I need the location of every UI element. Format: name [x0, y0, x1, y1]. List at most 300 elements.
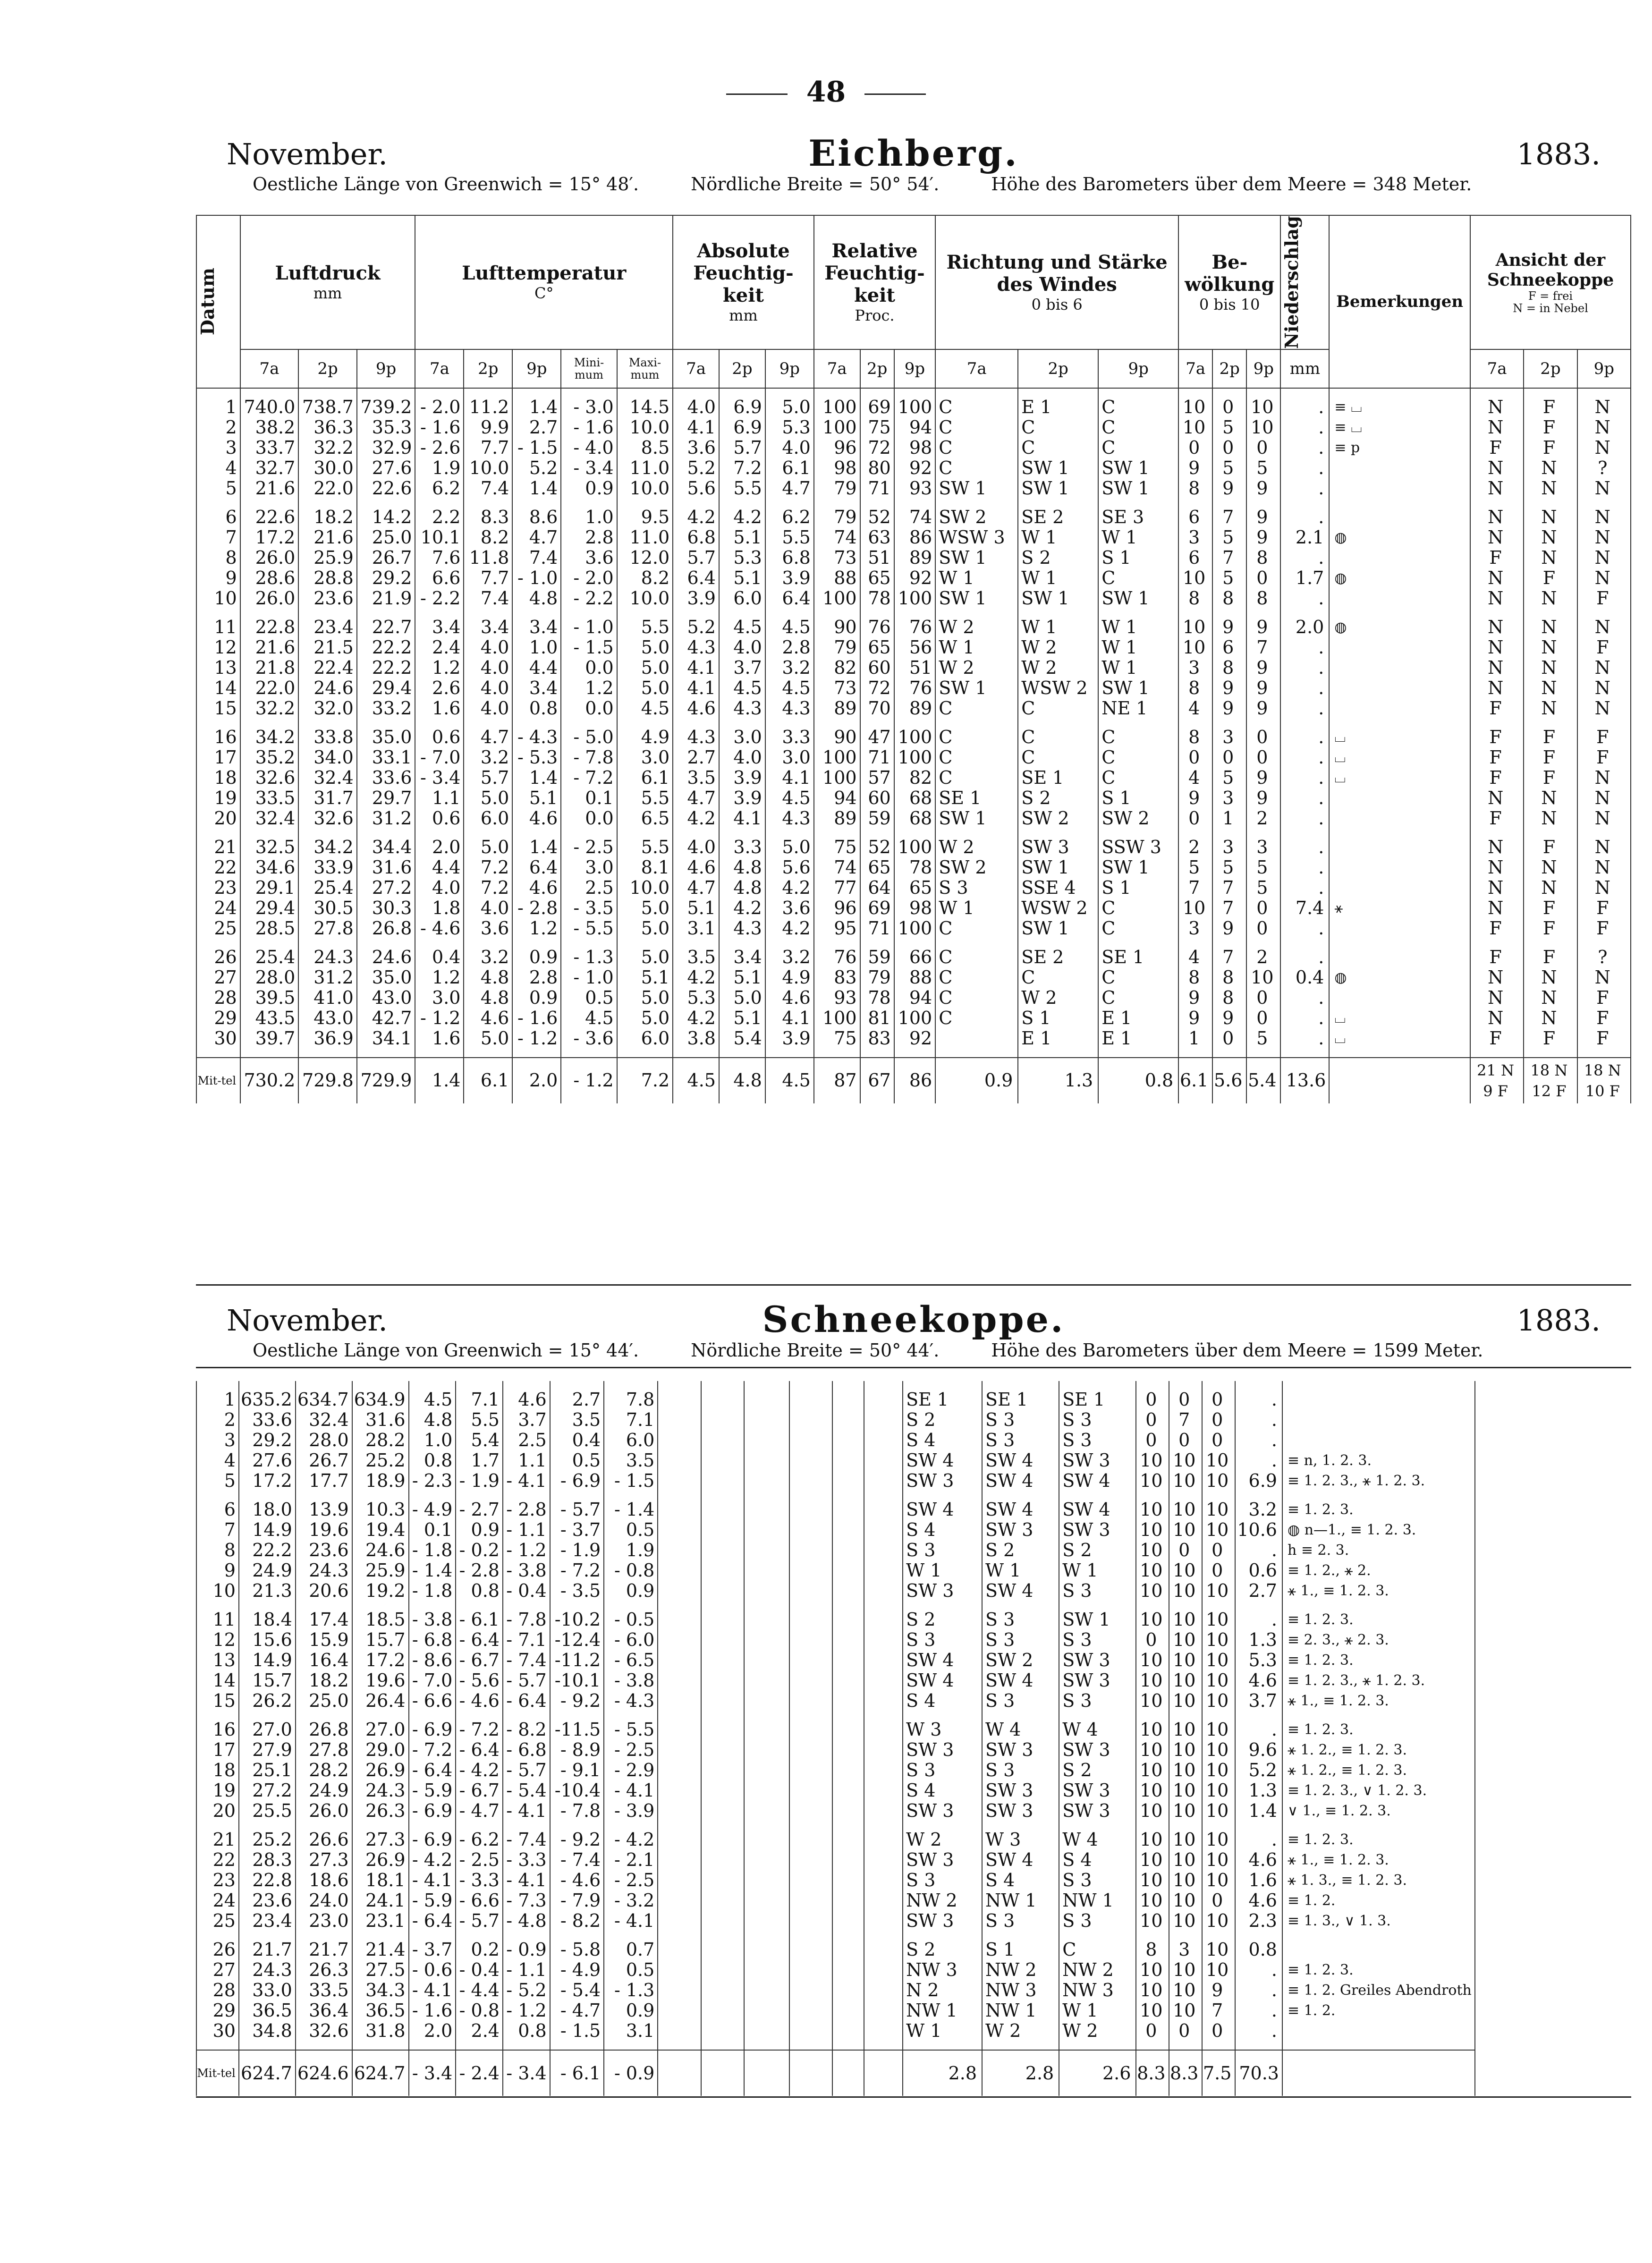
table-cell	[832, 1780, 864, 1801]
table-cell: F	[1577, 1028, 1631, 1049]
table-cell: N	[1470, 1008, 1524, 1028]
longitude: Oestliche Länge von Greenwich = 15° 44′.	[253, 1340, 639, 1361]
table-cell: 7	[1212, 878, 1246, 898]
table-cell: - 5.2	[503, 1980, 550, 2000]
table-cell: 10	[1202, 1780, 1235, 1801]
table-cell: SW 1	[935, 808, 1018, 829]
table-cell: 98	[814, 458, 860, 478]
table-cell: 10	[1136, 1691, 1169, 1711]
table-cell: - 1.6	[561, 417, 617, 438]
table-cell: 10	[1202, 1801, 1235, 1821]
table-cell: 76	[860, 617, 894, 637]
table-cell: - 1.8	[409, 1540, 456, 1560]
table-cell: 0	[1212, 1028, 1246, 1049]
table-cell: 5.1	[673, 898, 719, 918]
table-cell: N	[1470, 658, 1524, 678]
table-cell: 14	[196, 678, 240, 698]
table-cell	[864, 2021, 903, 2041]
table-cell: - 6.9	[409, 1801, 456, 1821]
table-cell	[701, 1390, 744, 1410]
table-cell: S 3	[903, 1870, 982, 1890]
table-cell: 4.6	[673, 698, 719, 719]
table-cell: ⚹ 1., ≡ 1. 2. 3.	[1282, 1691, 1475, 1711]
table-cell: 36.4	[296, 2000, 352, 2021]
table-cell: 14.9	[239, 1520, 296, 1540]
table-cell: 0.8	[409, 1450, 456, 1471]
table-cell: 5	[1212, 458, 1246, 478]
table-cell: .	[1235, 2000, 1282, 2021]
table-cell: 26.0	[240, 588, 299, 609]
table-cell: 79	[814, 507, 860, 527]
table-cell: C	[1098, 918, 1178, 939]
table-cell: 10	[1169, 1450, 1202, 1471]
table-cell: 0	[1212, 438, 1246, 458]
table-cell: 1.7	[456, 1450, 503, 1471]
table-cell: 4.6	[503, 1390, 550, 1410]
table-cell: SW 1	[1018, 857, 1098, 878]
table-cell: - 2.1	[604, 1850, 658, 1870]
table-cell: 6	[196, 507, 240, 527]
table-cell: SW 4	[982, 1471, 1059, 1491]
table-cell: 10	[1136, 1740, 1169, 1760]
mittel-cell: 87	[814, 1058, 860, 1103]
table-cell: 9	[1246, 507, 1280, 527]
spacer-row	[196, 939, 1631, 947]
table-cell: ≡ ⌴	[1329, 397, 1470, 417]
table-cell: - 4.2	[604, 1830, 658, 1850]
table-cell: 24.3	[239, 1960, 296, 1980]
table-cell: 10.0	[464, 458, 512, 478]
mittel-cell: 2.0	[512, 1058, 561, 1103]
table-cell	[744, 1450, 789, 1471]
table-cell: 3.2	[765, 658, 814, 678]
table-cell	[864, 1390, 903, 1410]
table-cell: -11.2	[550, 1650, 604, 1670]
table-cell: 27.3	[352, 1830, 409, 1850]
table-cell: 4.2	[765, 878, 814, 898]
table-cell: 71	[860, 478, 894, 499]
table-cell	[744, 1801, 789, 1821]
table-cell: 5.2	[673, 458, 719, 478]
table-cell: 634.7	[296, 1390, 352, 1410]
table-cell: SW 3	[903, 1740, 982, 1760]
table-cell: NW 2	[982, 1960, 1059, 1980]
table-cell	[658, 1471, 701, 1491]
table-cell: SW 3	[982, 1740, 1059, 1760]
table-cell: N	[1577, 967, 1631, 988]
table-cell: - 4.4	[456, 1980, 503, 2000]
table-cell: - 6.7	[456, 1650, 503, 1670]
table-cell: 65	[860, 568, 894, 588]
table-cell: 10	[1202, 1850, 1235, 1870]
table-cell	[658, 1540, 701, 1560]
table-cell	[832, 1740, 864, 1760]
table-cell	[864, 2000, 903, 2021]
table-cell: 6.5	[617, 808, 673, 829]
table-cell: 10.1	[415, 527, 464, 548]
table-cell	[832, 1430, 864, 1450]
table-cell: 75	[814, 837, 860, 857]
table-cell: - 0.5	[604, 1610, 658, 1630]
table-cell: ?	[1577, 947, 1631, 967]
table-cell: ≡ 1. 2. 3.	[1282, 1610, 1475, 1630]
table-cell: - 4.1	[409, 1870, 456, 1890]
table-cell: SW 3	[903, 1911, 982, 1931]
table-row	[196, 397, 1631, 417]
table-cell: 33.5	[296, 1980, 352, 2000]
table-cell: - 6.9	[409, 1720, 456, 1740]
table-cell	[658, 1390, 701, 1410]
table-cell: 10	[1202, 1691, 1235, 1711]
table-cell	[789, 1390, 832, 1410]
table-cell: - 6.4	[503, 1691, 550, 1711]
table-cell	[789, 1780, 832, 1801]
table-cell: 4.2	[765, 918, 814, 939]
table-cell: 26.4	[352, 1691, 409, 1711]
table-cell: ⌴	[1329, 1028, 1470, 1049]
table-cell: - 5.3	[512, 747, 561, 768]
table-cell: F	[1524, 438, 1577, 458]
table-cell: W 3	[903, 1720, 982, 1740]
table-cell	[1329, 918, 1470, 939]
table-cell: 7.2	[464, 878, 512, 898]
table-cell: - 4.6	[550, 1870, 604, 1890]
table-cell: 9.9	[464, 417, 512, 438]
table-cell	[789, 1911, 832, 1931]
table-cell: 34.6	[240, 857, 299, 878]
table-cell: 4.3	[765, 698, 814, 719]
table-cell	[744, 1520, 789, 1540]
table-cell: N	[1577, 678, 1631, 698]
table-cell: F	[1524, 397, 1577, 417]
table-cell: 86	[894, 527, 936, 548]
table-cell: 1.1	[503, 1450, 550, 1471]
table-cell: N	[1577, 548, 1631, 568]
table-cell: 8.3	[464, 507, 512, 527]
table-cell: .	[1280, 1008, 1329, 1028]
table-cell: 4.0	[464, 658, 512, 678]
table-cell: .	[1280, 438, 1329, 458]
table-cell: 2.7	[550, 1390, 604, 1410]
table-cell	[701, 1540, 744, 1560]
table-cell: - 7.8	[503, 1610, 550, 1630]
table-cell: 65	[860, 637, 894, 658]
table-cell	[864, 1610, 903, 1630]
table-cell: 3.5	[604, 1450, 658, 1471]
table-cell: - 5.7	[503, 1670, 550, 1691]
table-cell: 3.0	[617, 747, 673, 768]
table-cell: 26.8	[357, 918, 415, 939]
eichberg-table	[196, 215, 1631, 1103]
table-cell	[789, 1500, 832, 1520]
table-cell: C	[1059, 1940, 1136, 1960]
table-cell: 9	[1212, 918, 1246, 939]
table-cell: - 4.2	[409, 1850, 456, 1870]
table-cell: 24.6	[357, 947, 415, 967]
mittel-cell: 21 N 9 F	[1470, 1058, 1524, 1103]
table-cell	[864, 1940, 903, 1960]
table-cell: 0.6	[1235, 1560, 1282, 1581]
table-cell: 6	[196, 1500, 239, 1520]
table-cell: N	[1577, 857, 1631, 878]
table-cell: - 7.3	[503, 1890, 550, 1911]
table-cell: C	[1098, 747, 1178, 768]
table-cell	[744, 1691, 789, 1711]
table-cell: 76	[894, 617, 936, 637]
table-cell: SW 1	[1018, 478, 1098, 499]
table-cell: 74	[814, 857, 860, 878]
table-cell: ≡ 1. 2. 3., ⚹ 1. 2. 3.	[1282, 1670, 1475, 1691]
table-cell: .	[1280, 808, 1329, 829]
table-cell: - 1.2	[415, 1008, 464, 1028]
table-cell: 2	[1246, 808, 1280, 829]
table-cell: 9	[1212, 1008, 1246, 1028]
table-cell: N	[1524, 878, 1577, 898]
table-cell: 8	[1212, 988, 1246, 1008]
table-cell: 10	[1246, 417, 1280, 438]
table-cell: 8	[1178, 967, 1212, 988]
table-cell: SW 3	[982, 1520, 1059, 1540]
table-cell: 29.4	[240, 898, 299, 918]
table-cell: 35.2	[240, 747, 299, 768]
table-cell: C	[935, 967, 1018, 988]
table-cell: F	[1577, 988, 1631, 1008]
table-cell: 22.6	[240, 507, 299, 527]
table-cell: 10	[1169, 1720, 1202, 1740]
table-cell: S 1	[1098, 788, 1178, 808]
table-cell: - 1.0	[561, 967, 617, 988]
table-cell: N 2	[903, 1980, 982, 2000]
col-7a: 7a	[935, 349, 1018, 388]
table-cell: N	[1577, 527, 1631, 548]
table-cell: N	[1470, 988, 1524, 1008]
table-cell: F	[1470, 918, 1524, 939]
table-cell: 73	[814, 548, 860, 568]
mittel-cell: 729.9	[357, 1058, 415, 1103]
table-cell: 4.1	[765, 768, 814, 788]
table-cell: - 5.5	[604, 1720, 658, 1740]
col-7a: 7a	[814, 349, 860, 388]
table-cell: 0	[1202, 1390, 1235, 1410]
table-cell	[744, 1870, 789, 1890]
table-cell: SW 2	[935, 507, 1018, 527]
table-cell: 69	[860, 898, 894, 918]
table-cell: 0.9	[456, 1520, 503, 1540]
table-cell: 10.0	[617, 417, 673, 438]
table-row	[196, 918, 1631, 939]
table-cell: 10	[1136, 1830, 1169, 1850]
table-cell: 16	[196, 1720, 239, 1740]
table-cell	[658, 1520, 701, 1540]
table-cell: 32.4	[296, 1410, 352, 1430]
table-cell: S 3	[982, 1630, 1059, 1650]
table-cell: 35.0	[357, 967, 415, 988]
table-cell: 25	[196, 1911, 239, 1931]
table-cell: 8	[1178, 727, 1212, 747]
table-cell: N	[1470, 837, 1524, 857]
table-cell: - 6.9	[409, 1830, 456, 1850]
table-cell: SW 1	[1059, 1610, 1136, 1630]
table-cell: .	[1280, 988, 1329, 1008]
table-cell: 100	[894, 837, 936, 857]
table-cell: 10	[1136, 1911, 1169, 1931]
table-cell: .	[1280, 788, 1329, 808]
table-cell: 63	[860, 527, 894, 548]
table-cell	[658, 1850, 701, 1870]
table-cell: - 6.1	[456, 1610, 503, 1630]
table-cell: 1.2	[415, 658, 464, 678]
table-cell: 0.0	[561, 808, 617, 829]
table-cell: 10	[1136, 1980, 1169, 2000]
table-cell	[1329, 878, 1470, 898]
table-cell: 740.0	[240, 397, 299, 417]
mittel-cell: 8.3	[1169, 2050, 1202, 2096]
table-cell: - 3.5	[550, 1581, 604, 1601]
table-cell	[701, 1801, 744, 1821]
table-cell: .	[1280, 947, 1329, 967]
table-cell	[658, 1890, 701, 1911]
table-cell: 10	[1202, 1630, 1235, 1650]
table-cell: 11	[196, 1610, 239, 1630]
table-cell: N	[1524, 507, 1577, 527]
table-cell: S 2	[1018, 548, 1098, 568]
table-cell: 27.3	[296, 1850, 352, 1870]
table-cell: 1.4	[512, 397, 561, 417]
table-cell: W 2	[903, 1830, 982, 1850]
table-cell: 0	[1246, 1008, 1280, 1028]
table-cell: 12	[196, 637, 240, 658]
table-cell: 79	[814, 478, 860, 499]
table-cell: SW 3	[1018, 837, 1098, 857]
table-cell: 9	[1178, 788, 1212, 808]
table-cell: 10	[1202, 1500, 1235, 1520]
table-cell: 22.8	[240, 617, 299, 637]
barometer-height: Höhe des Barometers über dem Meere = 1599 Meter.	[991, 1340, 1483, 1361]
table-row	[196, 507, 1631, 527]
table-cell	[832, 1500, 864, 1520]
table-cell: SW 4	[982, 1670, 1059, 1691]
mittel-cell: 18 N 12 F	[1524, 1058, 1577, 1103]
table-cell: NW 3	[1059, 1980, 1136, 2000]
table-cell: 26.9	[352, 1850, 409, 1870]
table-cell	[658, 2000, 701, 2021]
table-cell: - 1.3	[604, 1980, 658, 2000]
table-cell: 5.3	[1235, 1650, 1282, 1670]
table-cell: 24	[196, 1890, 239, 1911]
mittel-cell: 0.8	[1098, 1058, 1178, 1103]
table-cell: C	[1098, 727, 1178, 747]
table-cell	[1329, 478, 1470, 499]
table-cell: 4.8	[409, 1410, 456, 1430]
table-cell	[789, 1830, 832, 1850]
table-cell: 31.8	[352, 2021, 409, 2041]
table-cell: 3.7	[503, 1410, 550, 1430]
table-cell: F	[1524, 417, 1577, 438]
table-cell: - 4.6	[415, 918, 464, 939]
table-cell: 21.6	[298, 527, 357, 548]
mittel-cell: - 3.4	[409, 2050, 456, 2096]
table-row	[196, 967, 1631, 988]
table-cell: 15.7	[239, 1670, 296, 1691]
table-cell	[658, 1630, 701, 1650]
table-cell	[658, 1760, 701, 1780]
table-cell: 10	[1136, 1471, 1169, 1491]
table-cell: SW 1	[1098, 458, 1178, 478]
table-cell: 4.7	[512, 527, 561, 548]
table-cell: N	[1577, 878, 1631, 898]
table-cell: 16.4	[296, 1650, 352, 1670]
table-cell: 1.8	[415, 898, 464, 918]
table-cell: S 3	[1059, 1911, 1136, 1931]
table-cell: N	[1470, 478, 1524, 499]
table-cell	[701, 1650, 744, 1670]
table-cell	[1329, 698, 1470, 719]
table-cell: 26.2	[239, 1691, 296, 1711]
table-cell: 80	[860, 458, 894, 478]
table-cell: 4.6	[1235, 1850, 1282, 1870]
table-cell	[789, 1760, 832, 1780]
col-9p: 9p	[1577, 349, 1631, 388]
mittel-cell: 624.7	[352, 2050, 409, 2096]
table-cell: 3.9	[765, 568, 814, 588]
table-cell: 6	[1212, 637, 1246, 658]
table-cell	[832, 2021, 864, 2041]
table-cell: 10	[1136, 1870, 1169, 1890]
table-cell	[789, 1670, 832, 1691]
table-cell	[658, 1720, 701, 1740]
table-cell: 13	[196, 658, 240, 678]
table-cell: 18.9	[352, 1471, 409, 1491]
table-cell: 33.5	[240, 788, 299, 808]
table-cell: 4.5	[765, 617, 814, 637]
table-cell: 10	[1178, 417, 1212, 438]
table-cell	[789, 1940, 832, 1960]
table-cell: S 2	[982, 1540, 1059, 1560]
table-cell	[832, 1830, 864, 1850]
station-title: Eichberg.	[808, 132, 1019, 174]
table-cell: 7.4	[464, 478, 512, 499]
table-cell	[701, 1670, 744, 1691]
table-cell	[1329, 548, 1470, 568]
table-cell: 2.6	[415, 678, 464, 698]
table-cell: 12	[196, 1630, 239, 1650]
table-cell: 0.8	[1235, 1940, 1282, 1960]
table-cell: NW 1	[982, 1890, 1059, 1911]
table-cell: N	[1577, 478, 1631, 499]
mittel-cell: 624.7	[239, 2050, 296, 2096]
table-cell: 6	[1178, 507, 1212, 527]
table-cell: - 3.4	[561, 458, 617, 478]
table-cell: ≡ 1. 2. 3., ∨ 1. 2. 3.	[1282, 1780, 1475, 1801]
table-cell: 32.4	[240, 808, 299, 829]
table-cell: 60	[860, 658, 894, 678]
table-cell: 18	[196, 1760, 239, 1780]
table-cell: SW 1	[935, 478, 1018, 499]
table-cell: .	[1280, 548, 1329, 568]
table-cell: .	[1280, 637, 1329, 658]
table-cell	[1329, 588, 1470, 609]
table-cell	[701, 1830, 744, 1850]
table-cell: ≡ 1. 2.	[1282, 1890, 1475, 1911]
table-cell: 6.0	[617, 1028, 673, 1049]
table-cell: S 3	[982, 1760, 1059, 1780]
eichberg-header	[227, 132, 1601, 203]
table-cell	[789, 1720, 832, 1740]
table-cell: 22.6	[357, 478, 415, 499]
table-cell: 100	[894, 397, 936, 417]
table-cell: 8	[1178, 588, 1212, 609]
col-2p: 2p	[719, 349, 765, 388]
